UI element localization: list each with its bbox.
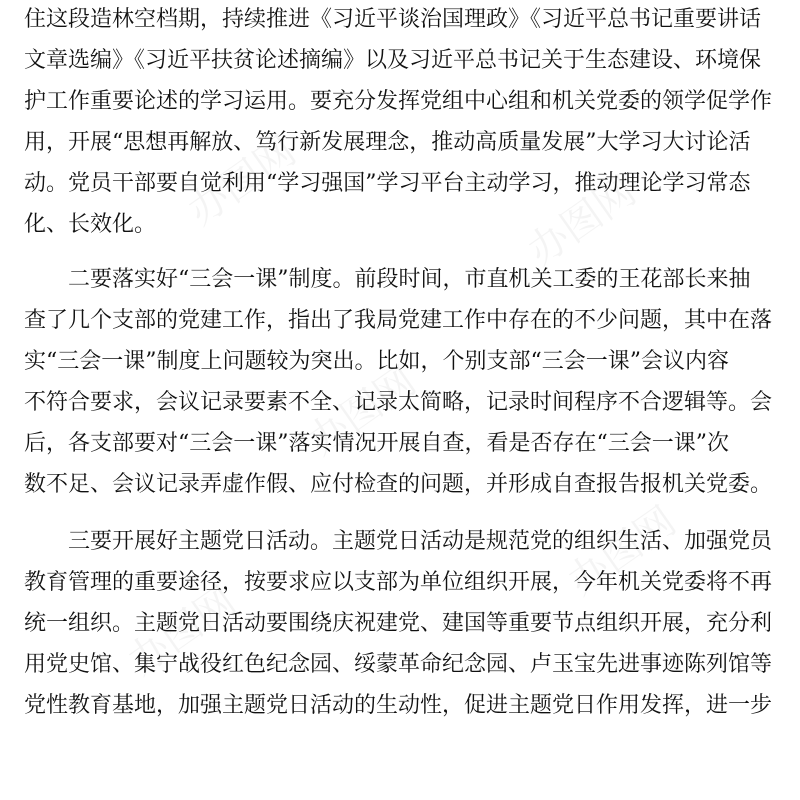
text-line: 用党史馆、集宁战役红色纪念园、绥蒙革命纪念园、卢玉宝先进事迹陈列馆等 bbox=[24, 652, 773, 677]
text-line: 数不足、会议记录弄虚作假、应付检查的问题，并形成自查报告报机关党委。 bbox=[24, 472, 773, 497]
text-line: 三要开展好主题党日活动。主题党日活动是规范党的组织生活、加强党员 bbox=[68, 529, 773, 554]
text-line: 化、长效化。 bbox=[24, 212, 157, 237]
text-line: 统一组织。主题党日活动要围绕庆祝建党、建国等重要节点组织开展，充分利 bbox=[24, 611, 773, 636]
text-line: 动。党员干部要自觉利用“学习强国”学习平台主动学习，推动理论学习常态 bbox=[24, 171, 751, 196]
text-line: 用，开展“思想再解放、笃行新发展理念，推动高质量发展”大学习大讨论活 bbox=[24, 130, 751, 155]
text-line: 党性教育基地，加强主题党日活动的生动性，促进主题党日作用发挥，进一步 bbox=[24, 693, 773, 718]
text-line: 住这段造林空档期，持续推进《习近平谈治国理政》《习近平总书记重要讲话 bbox=[24, 7, 762, 32]
text-line: 文章选编》《习近平扶贫论述摘编》以及习近平总书记关于生态建设、环境保 bbox=[24, 48, 762, 73]
text-line: 后，各支部要对“三会一课”落实情况开展自查，看是否存在“三会一课”次 bbox=[24, 431, 729, 456]
text-line: 二要落实好“三会一课”制度。前段时间，市直机关工委的王花部长来抽 bbox=[68, 267, 751, 292]
text-line: 教育管理的重要途径，按要求应以支部为单位组织开展，今年机关党委将不再 bbox=[24, 570, 773, 595]
text-line: 护工作重要论述的学习运用。要充分发挥党组中心组和机关党委的领学促学作 bbox=[24, 89, 773, 114]
text-line: 不符合要求，会议记录要素不全、记录太简略，记录时间程序不合逻辑等。会 bbox=[24, 390, 773, 415]
text-line: 实“三会一课”制度上问题较为突出。比如，个别支部“三会一课”会议内容 bbox=[24, 349, 729, 374]
text-line: 查了几个支部的党建工作，指出了我局党建工作中存在的不少问题，其中在落 bbox=[24, 308, 773, 333]
